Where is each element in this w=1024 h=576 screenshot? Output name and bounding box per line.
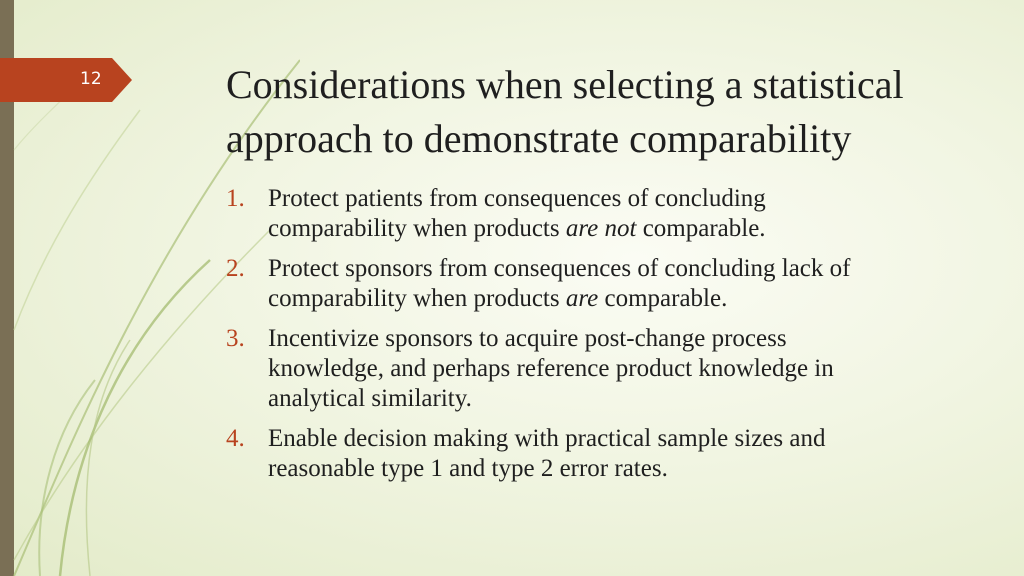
list-item-3 xyxy=(226,324,946,414)
emphasis-text: are not xyxy=(565,215,637,242)
list-item-number: 2. xyxy=(226,255,245,282)
slide-number-tab xyxy=(0,58,132,102)
list-item-line: Incentivize sponsors to acquire post-change process xyxy=(268,325,787,352)
slide-title xyxy=(226,58,986,166)
list-item-4 xyxy=(226,424,946,484)
list-item-line: Enable decision making with practical sample sizes and xyxy=(268,425,826,452)
emphasis-text: are xyxy=(565,285,599,312)
list-item-text xyxy=(268,424,825,484)
slide-number-arrow-shape xyxy=(0,58,132,102)
considerations-list xyxy=(226,184,946,494)
slide-number: 12 xyxy=(80,69,102,89)
list-item-text xyxy=(268,324,834,414)
list-item-line xyxy=(268,284,850,314)
slide-title-line-2: approach to demonstrate comparability xyxy=(226,116,852,161)
list-item-line: knowledge, and perhaps reference product knowledge in xyxy=(268,355,834,382)
list-item-line xyxy=(268,214,766,244)
line-text: comparability when products xyxy=(268,215,566,242)
list-item-1 xyxy=(226,184,946,244)
list-item-text xyxy=(268,254,850,314)
list-item-line: reasonable type 1 and type 2 error rates. xyxy=(268,455,668,482)
list-item-line: Protect sponsors from consequences of concluding lack of xyxy=(268,255,851,282)
list-item-2 xyxy=(226,254,946,314)
list-item-number: 3. xyxy=(226,325,245,352)
line-text: comparable. xyxy=(636,215,766,242)
list-item-text xyxy=(268,184,766,244)
slide-title-line-1: Considerations when selecting a statistical xyxy=(226,62,904,107)
line-text: comparability when products xyxy=(268,285,566,312)
list-item-line: analytical similarity. xyxy=(268,385,472,412)
list-item-number: 1. xyxy=(226,185,245,212)
list-item-line: Protect patients from consequences of concluding xyxy=(268,185,766,212)
list-item-number: 4. xyxy=(226,425,245,452)
line-text: comparable. xyxy=(598,285,728,312)
